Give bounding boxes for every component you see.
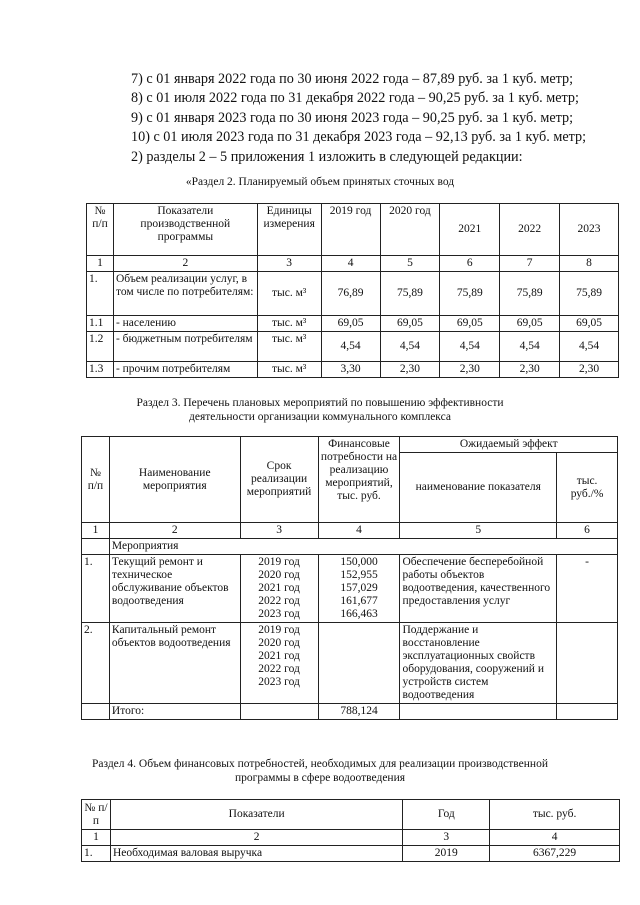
header-cell: наименование показателя [400,453,557,523]
table-column-numbers: 1 2 3 4 5 6 7 8 [87,256,619,272]
intro-line: 9) с 01 января 2023 года по 30 июня 2023 года – 90,25 руб. за 1 куб. метр; [131,109,574,126]
intro-line: 2) разделы 2 – 5 приложения 1 изложить в следующей редакции: [131,148,523,165]
group-label: Мероприятия [109,539,617,555]
section2-table [86,203,619,378]
header-cell: Год [403,800,490,830]
header-cell: 2022 [500,204,560,256]
header-cell: 2023 [560,204,619,256]
header-cell: Показатели производственной программы [113,204,257,256]
header-cell: № п/п [82,800,111,830]
table-row: 1.2 - бюджетным потребителям тыс. м³ 4,54 4,54 4,54 4,54 4,54 [87,332,619,362]
table-row: 1. Текущий ремонт и техническое обслуживание объектов водоотведения 2019 год 2020 год 2021 год 2022 год 2023 год 150,000 152,955 157,029 161,677 166,463 Обеспечение бесперебойной работы объектов водоотведения, качественного предоставления услуг - [82,555,618,623]
intro-line: 8) с 01 июля 2022 года по 31 декабря 2022 года – 90,25 руб. за 1 куб. метр; [131,90,579,107]
table-row [82,539,618,555]
section3-title: Раздел 3. Перечень плановых мероприятий по повышению эффективности деятельности организации коммунального комплекса [136,397,504,423]
intro-text [131,70,586,167]
table-column-numbers: 1 2 3 4 [82,830,620,846]
table-row: 1.3 - прочим потребителям тыс. м³ 3,30 2,30 2,30 2,30 2,30 [87,362,619,378]
header-cell: 2019 год [321,204,380,256]
header-cell: тыс. руб. [490,800,620,830]
header-cell: Финансовые потребности на реализацию мероприятий, тыс. руб. [318,437,400,523]
table-header-row [82,437,618,453]
section4-title: Раздел 4. Объем финансовых потребностей, необходимых для реализации производственной программы в сфере водоотведения [92,758,548,784]
header-cell: 2021 [440,204,500,256]
header-cell: Наименование мероприятия [109,437,240,523]
header-cell: Ожидаемый эффект [400,437,618,453]
header-cell: Единицы измерения [257,204,321,256]
section4-table [81,799,620,862]
header-cell: № п/п [87,204,114,256]
header-cell: 2020 год [380,204,440,256]
intro-line: 10) с 01 июля 2023 года по 31 декабря 2023 года – 92,13 руб. за 1 куб. метр; [131,129,587,146]
header-cell: Показатели [110,800,402,830]
table-row: 1. Объем реализации услуг, в том числе по потребителям: тыс. м³ 76,89 75,89 75,89 75,89 75,89 [87,272,619,316]
header-cell: тыс. руб./% [557,453,618,523]
section2-title: «Раздел 2. Планируемый объем принятых сточных вод [185,176,455,188]
intro-line: 7) с 01 января 2022 года по 30 июня 2022 года – 87,89 руб. за 1 куб. метр; [131,71,574,87]
table-column-numbers: 1 2 3 4 5 6 [82,523,618,539]
table-header-row [82,800,620,830]
table-total-row: Итого: 788,124 [82,704,618,720]
section3-table [81,436,618,720]
table-header-row [87,204,619,256]
header-cell: Срок реализации мероприятий [240,437,318,523]
table-row: 1.1 - населению тыс. м³ 69,05 69,05 69,05 69,05 69,05 [87,316,619,332]
header-cell: № п/п [82,437,110,523]
table-row: 2. Капитальный ремонт объектов водоотведения 2019 год 2020 год 2021 год 2022 год 2023 год Поддержание и восстановление эксплуатационных свойств оборудования, сооружений и устройств систем водоотведения [82,623,618,704]
table-row: 1. Необходимая валовая выручка 2019 6367,229 [82,846,620,862]
